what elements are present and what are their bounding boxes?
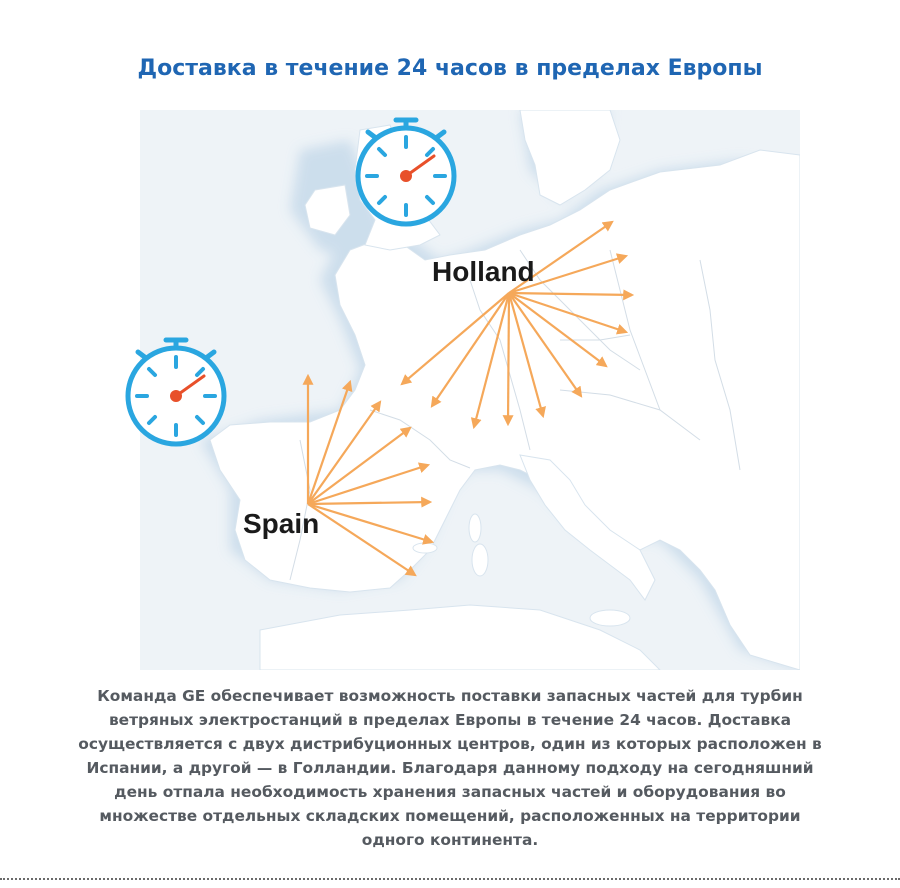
stopwatch-icon — [346, 110, 466, 230]
stopwatch-icon — [116, 330, 236, 450]
land-sardinia — [472, 544, 488, 576]
land-balearic — [413, 543, 437, 553]
land-corsica — [469, 514, 481, 542]
description-line: Испании, а другой — в Голландии. Благодаря данному подходу на сегодняшний — [86, 759, 814, 777]
description-line: ветряных электростанций в пределах Европы в течение 24 часов. Доставка — [108, 711, 792, 729]
hub-label-spain: Spain — [243, 508, 320, 539]
dotted-divider — [0, 878, 900, 880]
holland-route — [508, 293, 509, 424]
page-title: Доставка в течение 24 часов в пределах Европы — [137, 56, 763, 81]
land-sicily — [590, 610, 630, 626]
description-line: Команда GE обеспечивает возможность поставки запасных частей для турбин — [97, 687, 803, 705]
description — [60, 684, 840, 852]
description-line: одного континента. — [361, 831, 539, 849]
map-canvas — [140, 110, 800, 670]
description-line: осуществляется с двух дистрибуционных центров, один из которых расположен в — [78, 735, 822, 753]
description-line: день отпала необходимость хранения запасных частей и оборудования во — [114, 783, 786, 801]
hub-label-holland: Holland — [432, 256, 535, 287]
description-line: множестве отдельных складских помещений, расположенных на территории — [99, 807, 801, 825]
europe-map — [140, 110, 800, 670]
